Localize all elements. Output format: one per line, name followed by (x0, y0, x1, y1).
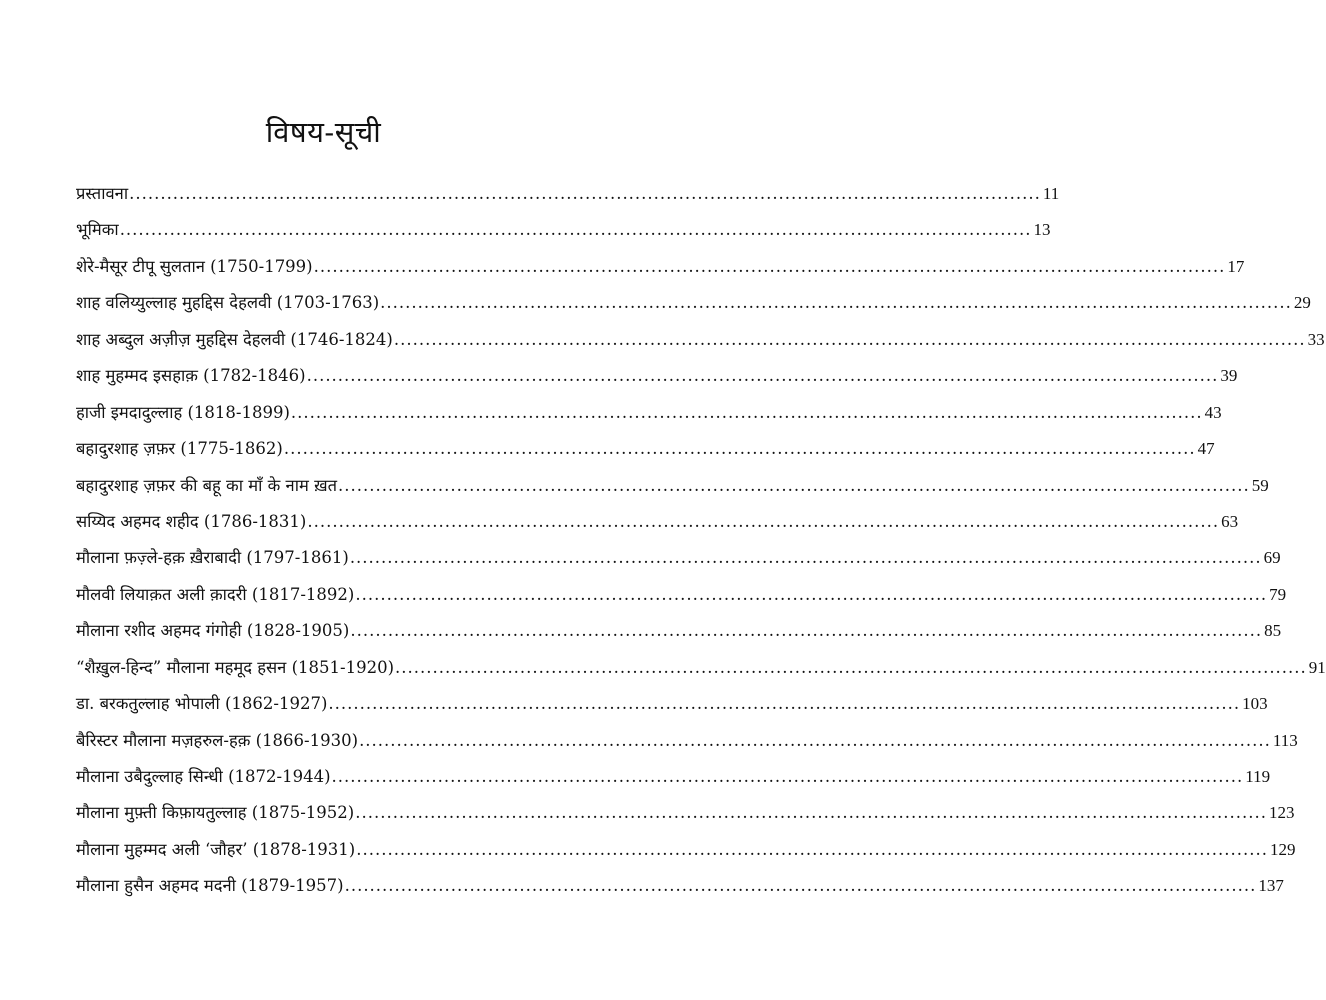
toc-entry (76, 431, 1215, 467)
toc-entry-page-number: 63 (1221, 511, 1239, 531)
toc-entry (76, 249, 1245, 285)
dot-leader (355, 795, 1267, 831)
toc-entry-title: मौलाना रशीद अहमद गंगोही (1828-1905) (76, 621, 350, 641)
dot-leader (120, 212, 1032, 248)
toc-entry (76, 868, 1284, 904)
toc-entry-title: सय्यिद अहमद शहीद (1786-1831) (76, 511, 307, 531)
toc-entry-title: बैरिस्टर मौलाना मज़हरुल-हक़ (1866-1930) (76, 730, 359, 750)
toc-entry (76, 176, 1060, 212)
toc-entry-page-number: 29 (1293, 293, 1311, 313)
toc-entry (76, 650, 1326, 686)
toc-entry-page-number: 11 (1042, 184, 1060, 203)
toc-entry (76, 613, 1282, 649)
toc-entry-page-number: 113 (1272, 730, 1298, 750)
toc-entry-page-number: 17 (1227, 256, 1245, 276)
toc-entry-page-number: 39 (1220, 366, 1238, 386)
toc-entry-title: शाह वलिय्युल्लाह मुहद्दिस देहलवी (1703-1763) (76, 293, 380, 313)
toc-entry (76, 723, 1298, 759)
dot-leader (291, 395, 1203, 431)
toc-entry-page-number: 33 (1307, 329, 1325, 349)
table-of-contents (76, 176, 1326, 905)
toc-entry (76, 832, 1296, 868)
toc-entry-title: मौलाना उबैदुल्लाह सिन्धी (1872-1944) (76, 767, 331, 786)
toc-entry (76, 686, 1268, 722)
toc-entry-title: शेरे-मैसूर टीपू सुलतान (1750-1799) (76, 256, 313, 276)
toc-entry-page-number: 119 (1245, 767, 1271, 786)
dot-leader (129, 176, 1041, 212)
dot-leader (307, 358, 1219, 394)
toc-entry (76, 285, 1311, 321)
dot-leader (328, 686, 1240, 722)
toc-entry-title: हाजी इमदादुल्लाह (1818-1899) (76, 402, 290, 422)
dot-leader (332, 759, 1244, 795)
toc-entry (76, 759, 1271, 795)
toc-entry-title: मौलाना मुफ़्ती किफ़ायतुल्लाह (1875-1952) (76, 803, 355, 823)
toc-entry-page-number: 137 (1258, 876, 1284, 896)
toc-entry-page-number: 47 (1197, 439, 1215, 459)
toc-entry-page-number: 79 (1269, 584, 1287, 604)
toc-entry (76, 212, 1051, 248)
toc-entry (76, 504, 1239, 540)
dot-leader (394, 322, 1306, 358)
toc-entry-page-number: 43 (1204, 402, 1222, 422)
toc-entry-title: बहादुरशाह ज़फ़र की बहू का माँ के नाम ख़त (76, 475, 337, 495)
toc-entry-title: मौलाना फ़ज़्ले-हक़ ख़ैराबादी (1797-1861) (76, 548, 349, 568)
dot-leader (350, 613, 1262, 649)
dot-leader (307, 504, 1219, 540)
toc-entry-title: प्रस्तावना (76, 184, 129, 203)
toc-entry-page-number: 129 (1269, 839, 1296, 859)
toc-entry-title: मौलाना मुहम्मद अली ‘जौहर’ (1878-1931) (76, 839, 356, 859)
toc-entry (76, 358, 1238, 394)
toc-entry (76, 322, 1325, 358)
dot-leader (395, 650, 1307, 686)
toc-entry (76, 468, 1269, 504)
toc-entry (76, 395, 1222, 431)
toc-entry-title: मौलाना हुसैन अहमद मदनी (1879-1957) (76, 876, 344, 896)
dot-leader (355, 577, 1267, 613)
toc-entry-title: मौलवी लियाक़त अली क़ादरी (1817-1892) (76, 584, 355, 604)
dot-leader (314, 249, 1226, 285)
toc-entry-page-number: 103 (1242, 694, 1268, 714)
toc-entry-title: भूमिका (76, 220, 119, 240)
toc-entry-title: डा. बरकतुल्लाह भोपाली (1862-1927) (76, 694, 328, 714)
dot-leader (359, 723, 1271, 759)
toc-entry-title: शाह मुहम्मद इसहाक़ (1782-1846) (76, 366, 306, 386)
toc-entry-page-number: 69 (1263, 548, 1281, 568)
toc-entry (76, 577, 1287, 613)
toc-entry-page-number: 85 (1264, 621, 1282, 641)
toc-entry-page-number: 59 (1251, 475, 1269, 495)
toc-entry-page-number: 13 (1033, 220, 1051, 240)
dot-leader (345, 868, 1257, 904)
toc-entry (76, 795, 1295, 831)
dot-leader (356, 832, 1268, 868)
toc-entry (76, 540, 1281, 576)
toc-entry-page-number: 123 (1268, 803, 1295, 823)
toc-entry-title: शाह अब्दुल अज़ीज़ मुहद्दिस देहलवी (1746-1824) (76, 329, 393, 349)
toc-entry-title: बहादुरशाह ज़फ़र (1775-1862) (76, 439, 283, 459)
dot-leader (338, 468, 1250, 504)
dot-leader (350, 540, 1262, 576)
page-title: विषय-सूची (265, 115, 382, 149)
toc-entry-title: “शैख़ुल-हिन्द” मौलाना महमूद हसन (1851-1920) (76, 657, 395, 677)
toc-entry-page-number: 91 (1308, 657, 1326, 677)
dot-leader (380, 285, 1292, 321)
dot-leader (284, 431, 1196, 467)
